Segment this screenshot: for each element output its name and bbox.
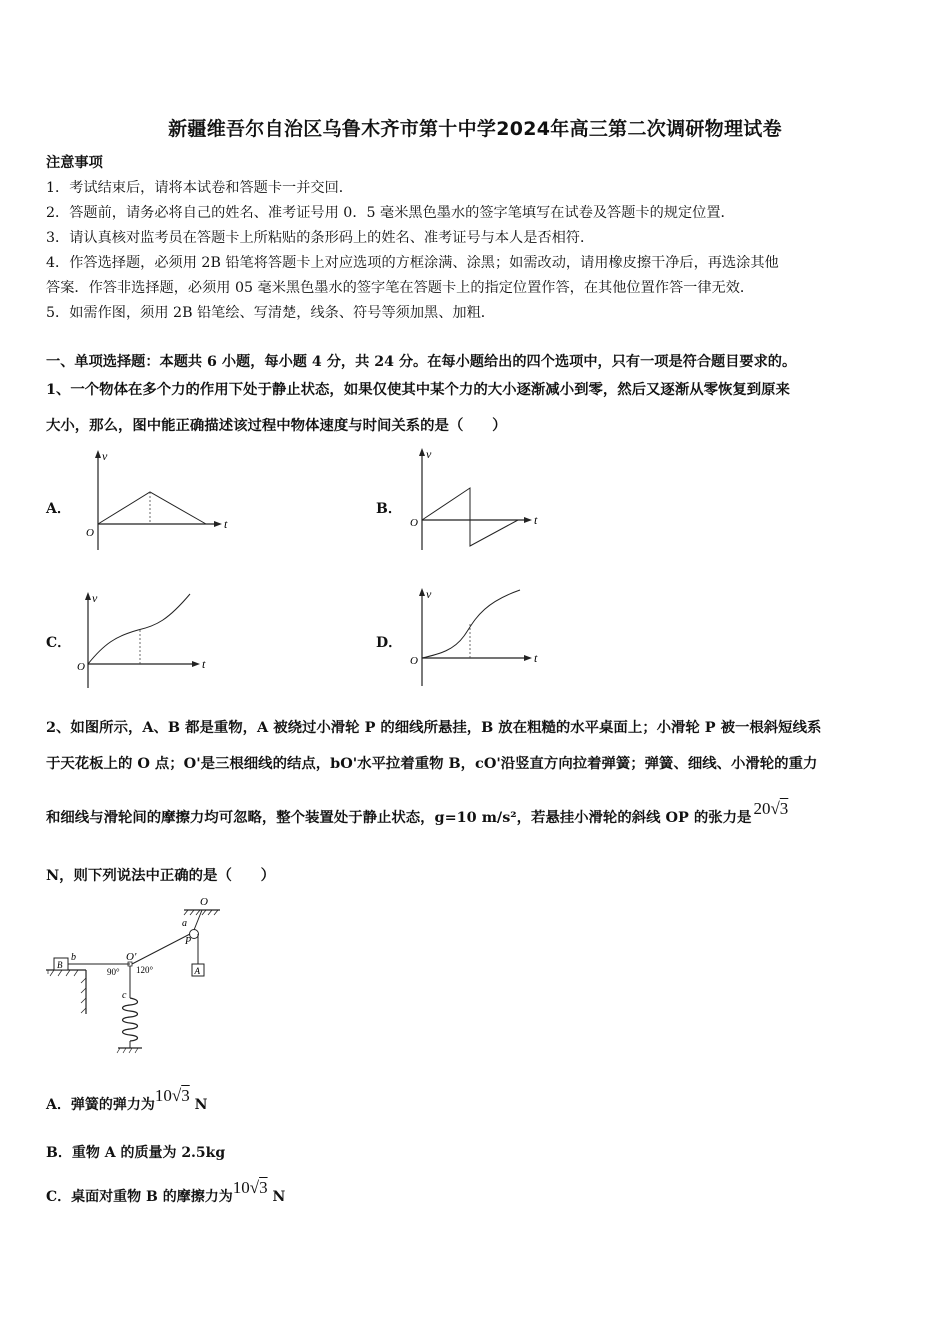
question-2-line: N，则下列说法中正确的是（ ） (46, 867, 276, 884)
origin-label: O (77, 661, 85, 673)
svg-text:120°: 120° (136, 965, 154, 975)
svg-text:O: O (200, 896, 208, 908)
q1-option-c-label: C． (46, 635, 72, 651)
question-1-line: 1、一个物体在多个力的作用下处于静止状态，如果仅使其中某个力的大小逐渐减小到零，然后又逐渐从零恢复到原来 (46, 381, 790, 398)
tension-value: 20√3 (753, 799, 789, 818)
svg-text:O': O' (126, 951, 137, 963)
q1-option-a-label: A． (46, 501, 71, 517)
q2-option-b: B．重物 A 的质量为 2.5kg (46, 1145, 226, 1161)
svg-text:b: b (71, 952, 76, 963)
svg-text:c: c (122, 990, 127, 1001)
axis-t-label: t (534, 651, 538, 665)
graph-a (80, 446, 240, 556)
page-title: 新疆维吾尔自治区乌鲁木齐市第十中学2024年高三第二次调研物理试卷 (168, 118, 782, 140)
math-value: 10√3 (154, 1086, 190, 1105)
q2-option-a: A．弹簧的弹力为10√3 N (46, 1086, 208, 1113)
question-2-line: 2、如图所示，A、B 都是重物，A 被绕过小滑轮 P 的细线所悬挂，B 放在粗糙的水平桌面上；小滑轮 P 被一根斜短线系 (46, 719, 822, 736)
svg-text:P: P (185, 936, 192, 947)
math-value: 10√3 (232, 1178, 268, 1197)
axis-v-label: v (92, 591, 98, 605)
question-1-line: 大小，那么，图中能正确描述该过程中物体速度与时间关系的是（ ） (46, 417, 507, 434)
notice-item: 1．考试结束后，请将本试卷和答题卡一并交回． (46, 180, 353, 196)
svg-text:a: a (182, 918, 187, 929)
notice-item: 4．作答选择题，必须用 2B 铅笔将答题卡上对应选项的方框涂满、涂黑；如需改动，请用橡皮擦干净后，再选涂其他 (46, 255, 779, 271)
origin-label: O (86, 527, 94, 539)
origin-label: O (410, 655, 418, 667)
svg-text:B: B (57, 960, 63, 970)
notice-item: 3．请认真核对监考员在答题卡上所粘贴的条形码上的姓名、准考证号与本人是否相符． (46, 230, 595, 246)
question-2-line: 于天花板上的 O 点；O'是三根细线的结点，bO'水平拉着重物 B，cO'沿竖直方向拉着弹簧；弹簧、细线、小滑轮的重力 (46, 755, 818, 772)
svg-text:A: A (194, 966, 200, 976)
notice-heading: 注意事项 (46, 155, 103, 171)
axis-t-label: t (534, 513, 538, 527)
notice-item: 2．答题前，请务必将自己的姓名、准考证号用 0．5 毫米黑色墨水的签字笔填写在试卷及答题卡的规定位置． (46, 205, 735, 221)
origin-label: O (410, 517, 418, 529)
axis-t-label: t (202, 657, 206, 671)
axis-t-label: t (224, 517, 228, 531)
question-2-line (46, 799, 789, 827)
notice-item: 5．如需作图，须用 2B 铅笔绘、写清楚，线条、符号等须加黑、加粗． (46, 305, 495, 321)
graph-b (404, 446, 554, 556)
svg-text:90°: 90° (107, 967, 120, 977)
axis-v-label: v (426, 587, 432, 601)
graph-c (76, 588, 216, 690)
axis-v-label: v (426, 447, 432, 461)
q1-option-d-label: D． (376, 635, 403, 651)
section-heading: 一、单项选择题：本题共 6 小题，每小题 4 分，共 24 分。在每小题给出的四个选项中，只有一项是符合题目要求的。 (46, 354, 797, 370)
q2-option-c: C．桌面对重物 B 的摩擦力为10√3 N (46, 1178, 286, 1205)
question-2-line-text: 和细线与滑轮间的摩擦力均可忽略，整个装置处于静止状态，g=10 m/s²，若悬挂小滑轮的斜线 OP 的张力是 (46, 809, 752, 826)
q1-option-b-label: B． (376, 501, 402, 517)
graph-d (404, 584, 544, 688)
notice-item: 答案．作答非选择题，必须用 05 毫米黑色墨水的签字笔在答题卡上的指定位置作答，在其他位置作答一律无效． (46, 280, 755, 296)
axis-v-label: v (102, 449, 108, 463)
pulley-system-figure (44, 894, 234, 1056)
